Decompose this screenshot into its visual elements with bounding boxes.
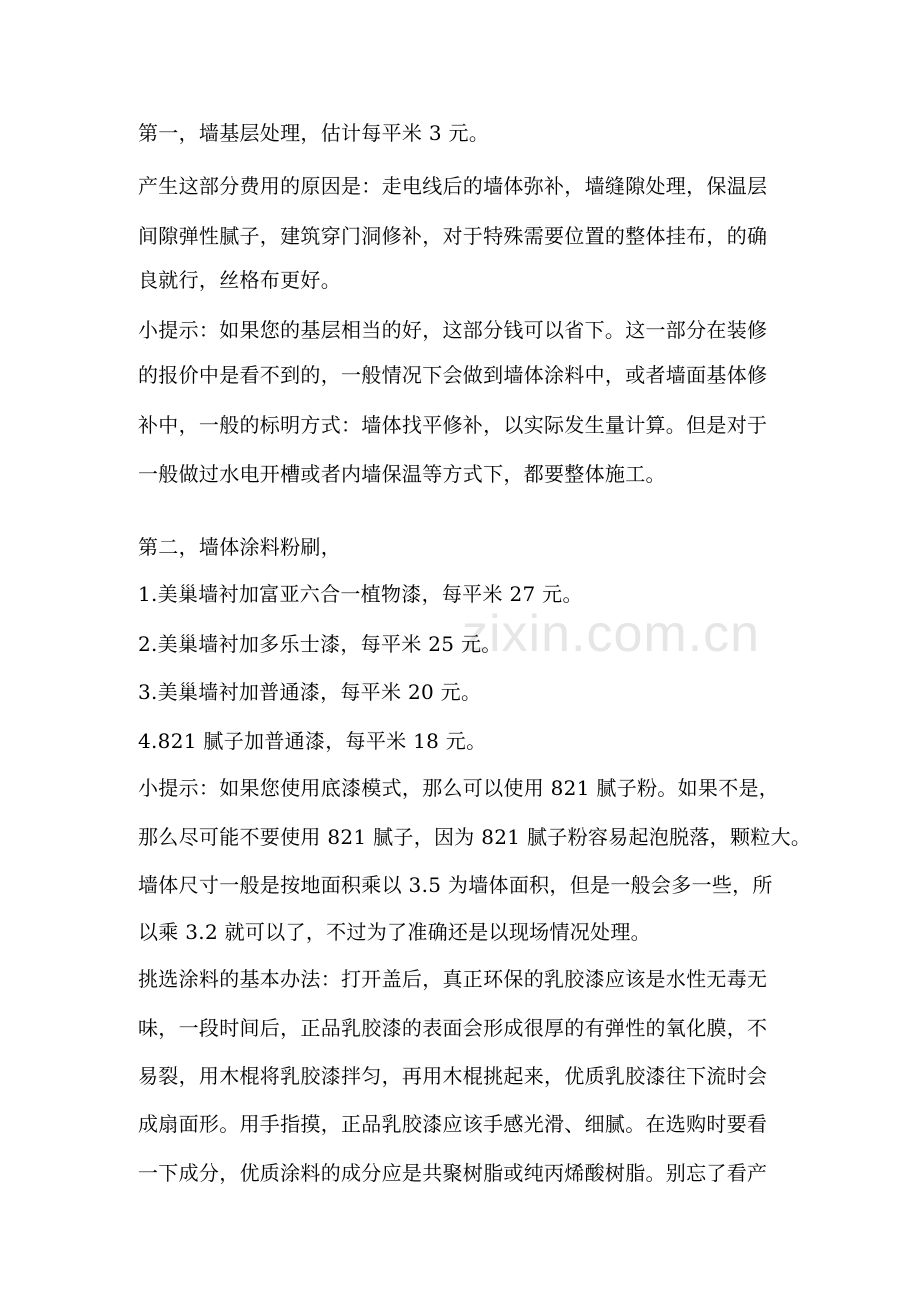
section1-para-line: 产生这部分费用的原因是：走电线后的墙体弥补，墙缝隙处理，保温层 <box>138 174 768 198</box>
section1-tip-line: 一般做过水电开槽或者内墙保温等方式下，都要整体施工。 <box>138 462 666 486</box>
method-line: 味，一段时间后，正品乳胶漆的表面会形成很厚的有弹性的氧化膜，不 <box>138 1016 768 1040</box>
method-line: 易裂，用木棍将乳胶漆拌匀，再用木棍挑起来，优质乳胶漆往下流时会 <box>138 1064 768 1088</box>
method-line: 一下成分，优质涂料的成分应是共聚树脂或纯丙烯酸树脂。别忘了看产 <box>138 1161 768 1185</box>
price-list-item: 3.美巢墙衬加普通漆，每平米 20 元。 <box>138 680 482 704</box>
section1-tip-line: 小提示：如果您的基层相当的好，这部分钱可以省下。这一部分在装修 <box>138 318 768 342</box>
section2-tip-line: 以乘 3.2 就可以了，不过为了准确还是以现场情况处理。 <box>138 920 651 944</box>
section1-tip-line: 补中，一般的标明方式：墙体找平修补，以实际发生量计算。但是对于 <box>138 413 768 437</box>
price-list-item: 4.821 腻子加普通漆，每平米 18 元。 <box>138 729 487 753</box>
price-list-item: 1.美巢墙衬加富亚六合一植物漆，每平米 27 元。 <box>138 582 583 606</box>
section2-heading: 第二，墙体涂料粉刷， <box>138 535 341 559</box>
method-line: 挑选涂料的基本办法：打开盖后，真正环保的乳胶漆应该是水性无毒无 <box>138 967 768 991</box>
section2-tip-line: 小提示：如果您使用底漆模式，那么可以使用 821 腻子粉。如果不是， <box>138 776 780 800</box>
section2-tip-line: 那么尽可能不要使用 821 腻子，因为 821 腻子粉容易起泡脱落，颗粒大。 <box>138 825 812 849</box>
watermark: zixin.com.cn <box>462 605 761 663</box>
section2-tip-line: 墙体尺寸一般是按地面积乘以 3.5 为墙体面积，但是一般会多一些，所 <box>138 873 773 897</box>
section1-tip-line: 的报价中是看不到的，一般情况下会做到墙体涂料中，或者墙面基体修 <box>138 363 768 387</box>
section1-para-line: 良就行，丝格布更好。 <box>138 268 341 292</box>
price-list-item: 2.美巢墙衬加多乐士漆，每平米 25 元。 <box>138 632 502 656</box>
method-line: 成扇面形。用手指摸，正品乳胶漆应该手感光滑、细腻。在选购时要看 <box>138 1112 768 1136</box>
section1-heading: 第一，墙基层处理，估计每平米 3 元。 <box>138 121 490 145</box>
section1-para-line: 间隙弹性腻子，建筑穿门洞修补，对于特殊需要位置的整体挂布，的确 <box>138 224 768 248</box>
